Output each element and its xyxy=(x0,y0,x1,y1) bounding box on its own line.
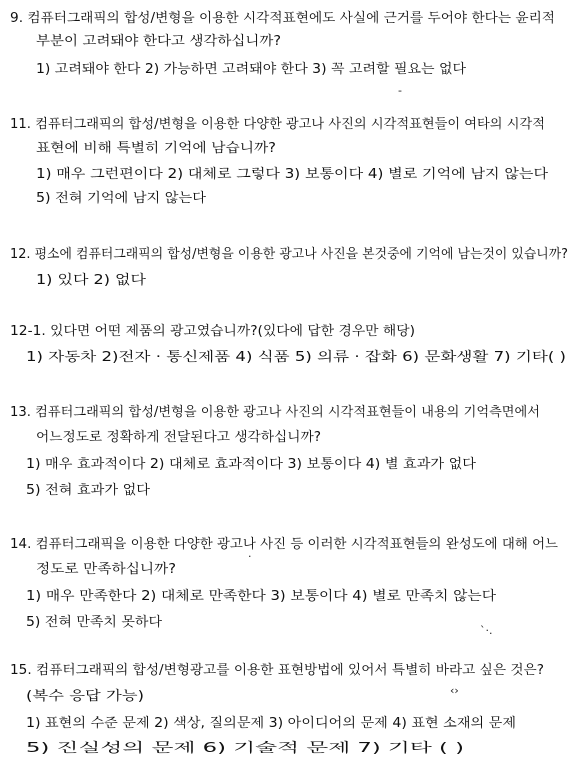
q14-line-2: 정도로 만족하십니까? xyxy=(36,562,176,577)
q13-options-2: 5) 전혀 효과가 없다 xyxy=(26,483,150,498)
q14-options-2: 5) 전혀 만족치 못하다 xyxy=(26,615,162,630)
q11-line-1: 11. 컴퓨터그래픽의 합성/변형을 이용한 다양한 광고나 사진의 시각적표현들이 여타의 시각적 xyxy=(10,117,546,132)
q15-options-1: 1) 표현의 수준 문제 2) 색상, 질의문제 3) 아이디어의 문제 4) 표현 소재의 문제 xyxy=(26,716,516,731)
q12-line-1: 12. 평소에 컴퓨터그래픽의 합성/변형을 이용한 광고나 사진을 본것중에 기억에 남는것이 있습니까? xyxy=(10,247,568,262)
q11-line-2: 표현에 비해 특별히 기억에 남습니까? xyxy=(36,141,276,156)
q12-1-options-1: 1) 자동차 2)전자 · 통신제품 4) 식품 5) 의류 · 잡화 6) 문화생활 7) 기타( ) xyxy=(26,350,566,365)
q11-options-1: 1) 매우 그런편이다 2) 대체로 그렇다 3) 보통이다 4) 별로 기억에 남지 않는다 xyxy=(36,167,548,182)
scan-speck: · xyxy=(248,550,252,563)
q9-line-2: 부분이 고려돼야 한다고 생각하십니까? xyxy=(36,34,281,49)
scan-speck: ‹› xyxy=(450,684,459,697)
q12-options-1: 1) 있다 2) 없다 xyxy=(36,273,146,288)
q15-options-2: 5) 진실성의 문제 6) 기술적 문제 7) 기타 ( ) xyxy=(26,741,464,756)
q11-options-2: 5) 전혀 기억에 남지 않는다 xyxy=(36,191,206,206)
q13-line-2: 어느정도로 정확하게 전달된다고 생각하십니까? xyxy=(36,430,321,445)
q9-line-1: 9. 컴퓨터그래픽의 합성/변형을 이용한 시각적표현에도 사실에 근거를 두어야 한다는 윤리적 xyxy=(10,11,555,26)
q15-line-1: 15. 컴퓨터그래픽의 합성/변형광고를 이용한 표현방법에 있어서 특별히 바라고 싶은 것은? xyxy=(10,663,544,678)
scan-speck: - xyxy=(398,84,402,97)
scan-speck: `·. xyxy=(480,624,493,637)
q12-1-line-1: 12-1. 있다면 어떤 제품의 광고였습니까?(있다에 답한 경우만 해당) xyxy=(10,324,415,339)
q15-line-2: (복수 응답 가능) xyxy=(26,689,144,704)
q14-options-1: 1) 매우 만족한다 2) 대체로 만족한다 3) 보통이다 4) 별로 만족치 않는다 xyxy=(26,589,496,604)
q13-line-1: 13. 컴퓨터그래픽의 합성/변형을 이용한 광고나 사진의 시각적표현들이 내용의 기억측면에서 xyxy=(10,405,540,420)
q14-line-1: 14. 컴퓨터그래픽을 이용한 다양한 광고나 사진 등 이러한 시각적표현들의 완성도에 대해 어느 xyxy=(10,537,558,552)
q9-options-1: 1) 고려돼야 한다 2) 가능하면 고려돼야 한다 3) 꼭 고려할 필요는 없다 xyxy=(36,62,467,77)
q13-options-1: 1) 매우 효과적이다 2) 대체로 효과적이다 3) 보통이다 4) 별 효과가 없다 xyxy=(26,457,477,472)
